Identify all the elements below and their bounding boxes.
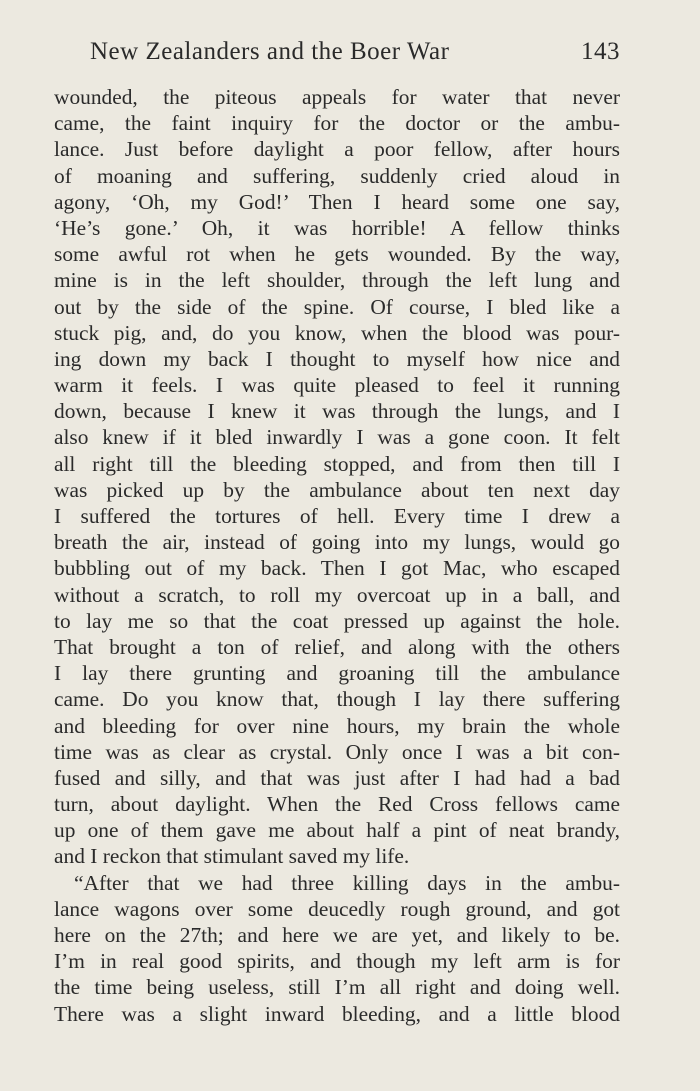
text-line: I suffered the tortures of hell. Every time I drew a xyxy=(54,504,620,528)
text-line: came, the faint inquiry for the doctor or the ambu- xyxy=(54,111,620,136)
text-line: lance. Just before daylight a poor fellow, after hours xyxy=(54,137,620,162)
text-line: lance wagons over some deucedly rough ground, and got xyxy=(54,896,620,921)
text-line: I lay there grunting and groaning till the ambulance xyxy=(54,661,620,686)
text-line: turn, about daylight. When the Red Cross fellows came xyxy=(54,792,620,817)
text-line: of moaning and suffering, suddenly cried aloud in xyxy=(54,163,620,188)
paragraph-end-line: and I reckon that stimulant saved my life. xyxy=(54,844,410,869)
text-line: out by the side of the spine. Of course, I bled like a xyxy=(54,294,620,319)
running-title: New Zealanders and the Boer War xyxy=(90,38,450,65)
text-line: up one of them gave me about half a pint of neat brandy, xyxy=(54,818,620,843)
text-line: here on the 27th; and here we are yet, and likely to be. xyxy=(54,923,620,947)
text-line: warm it feels. I was quite pleased to feel it running xyxy=(54,373,620,398)
running-head xyxy=(54,38,620,74)
text-line: I’m in real good spirits, and though my left arm is for xyxy=(54,949,620,974)
text-line: also knew if it bled inwardly I was a gone coon. It felt xyxy=(54,425,620,450)
body-text xyxy=(54,84,620,1027)
text-line: breath the air, instead of going into my lungs, would go xyxy=(54,530,620,555)
text-line: There was a slight inward bleeding, and a little blood xyxy=(54,1001,620,1026)
text-line: agony, ‘Oh, my God!’ Then I heard some one say, xyxy=(54,189,620,214)
text-line: stuck pig, and, do you know, when the blood was pour- xyxy=(54,320,620,345)
text-line: without a scratch, to roll my overcoat up in a ball, and xyxy=(54,582,620,607)
text-line: all right till the bleeding stopped, and from then till I xyxy=(54,451,620,476)
text-line: ‘He’s gone.’ Oh, it was horrible! A fellow thinks xyxy=(54,215,620,240)
text-line: That brought a ton of relief, and along with the others xyxy=(54,634,620,659)
text-line: mine is in the left shoulder, through the left lung and xyxy=(54,268,620,293)
text-line: some awful rot when he gets wounded. By the way, xyxy=(54,242,620,267)
paragraph-start-line: “After that we had three killing days in the ambu- xyxy=(74,870,620,895)
text-line: to lay me so that the coat pressed up against the hole. xyxy=(54,608,620,633)
page-number: 143 xyxy=(581,38,620,65)
text-line: fused and silly, and that was just after I had had a bad xyxy=(54,765,620,790)
text-line: came. Do you know that, though I lay there suffering xyxy=(54,687,620,712)
text-line: and bleeding for over nine hours, my brain the whole xyxy=(54,713,620,738)
text-line: wounded, the piteous appeals for water that never xyxy=(54,85,620,109)
text-line: down, because I knew it was through the lungs, and I xyxy=(54,399,620,424)
text-line: bubbling out of my back. Then I got Mac, who escaped xyxy=(54,556,620,581)
text-line: the time being useless, still I’m all right and doing well. xyxy=(54,975,620,1000)
text-line: ing down my back I thought to myself how nice and xyxy=(54,346,620,371)
text-line: was picked up by the ambulance about ten next day xyxy=(54,477,620,502)
text-line: time was as clear as crystal. Only once I was a bit con- xyxy=(54,739,620,764)
